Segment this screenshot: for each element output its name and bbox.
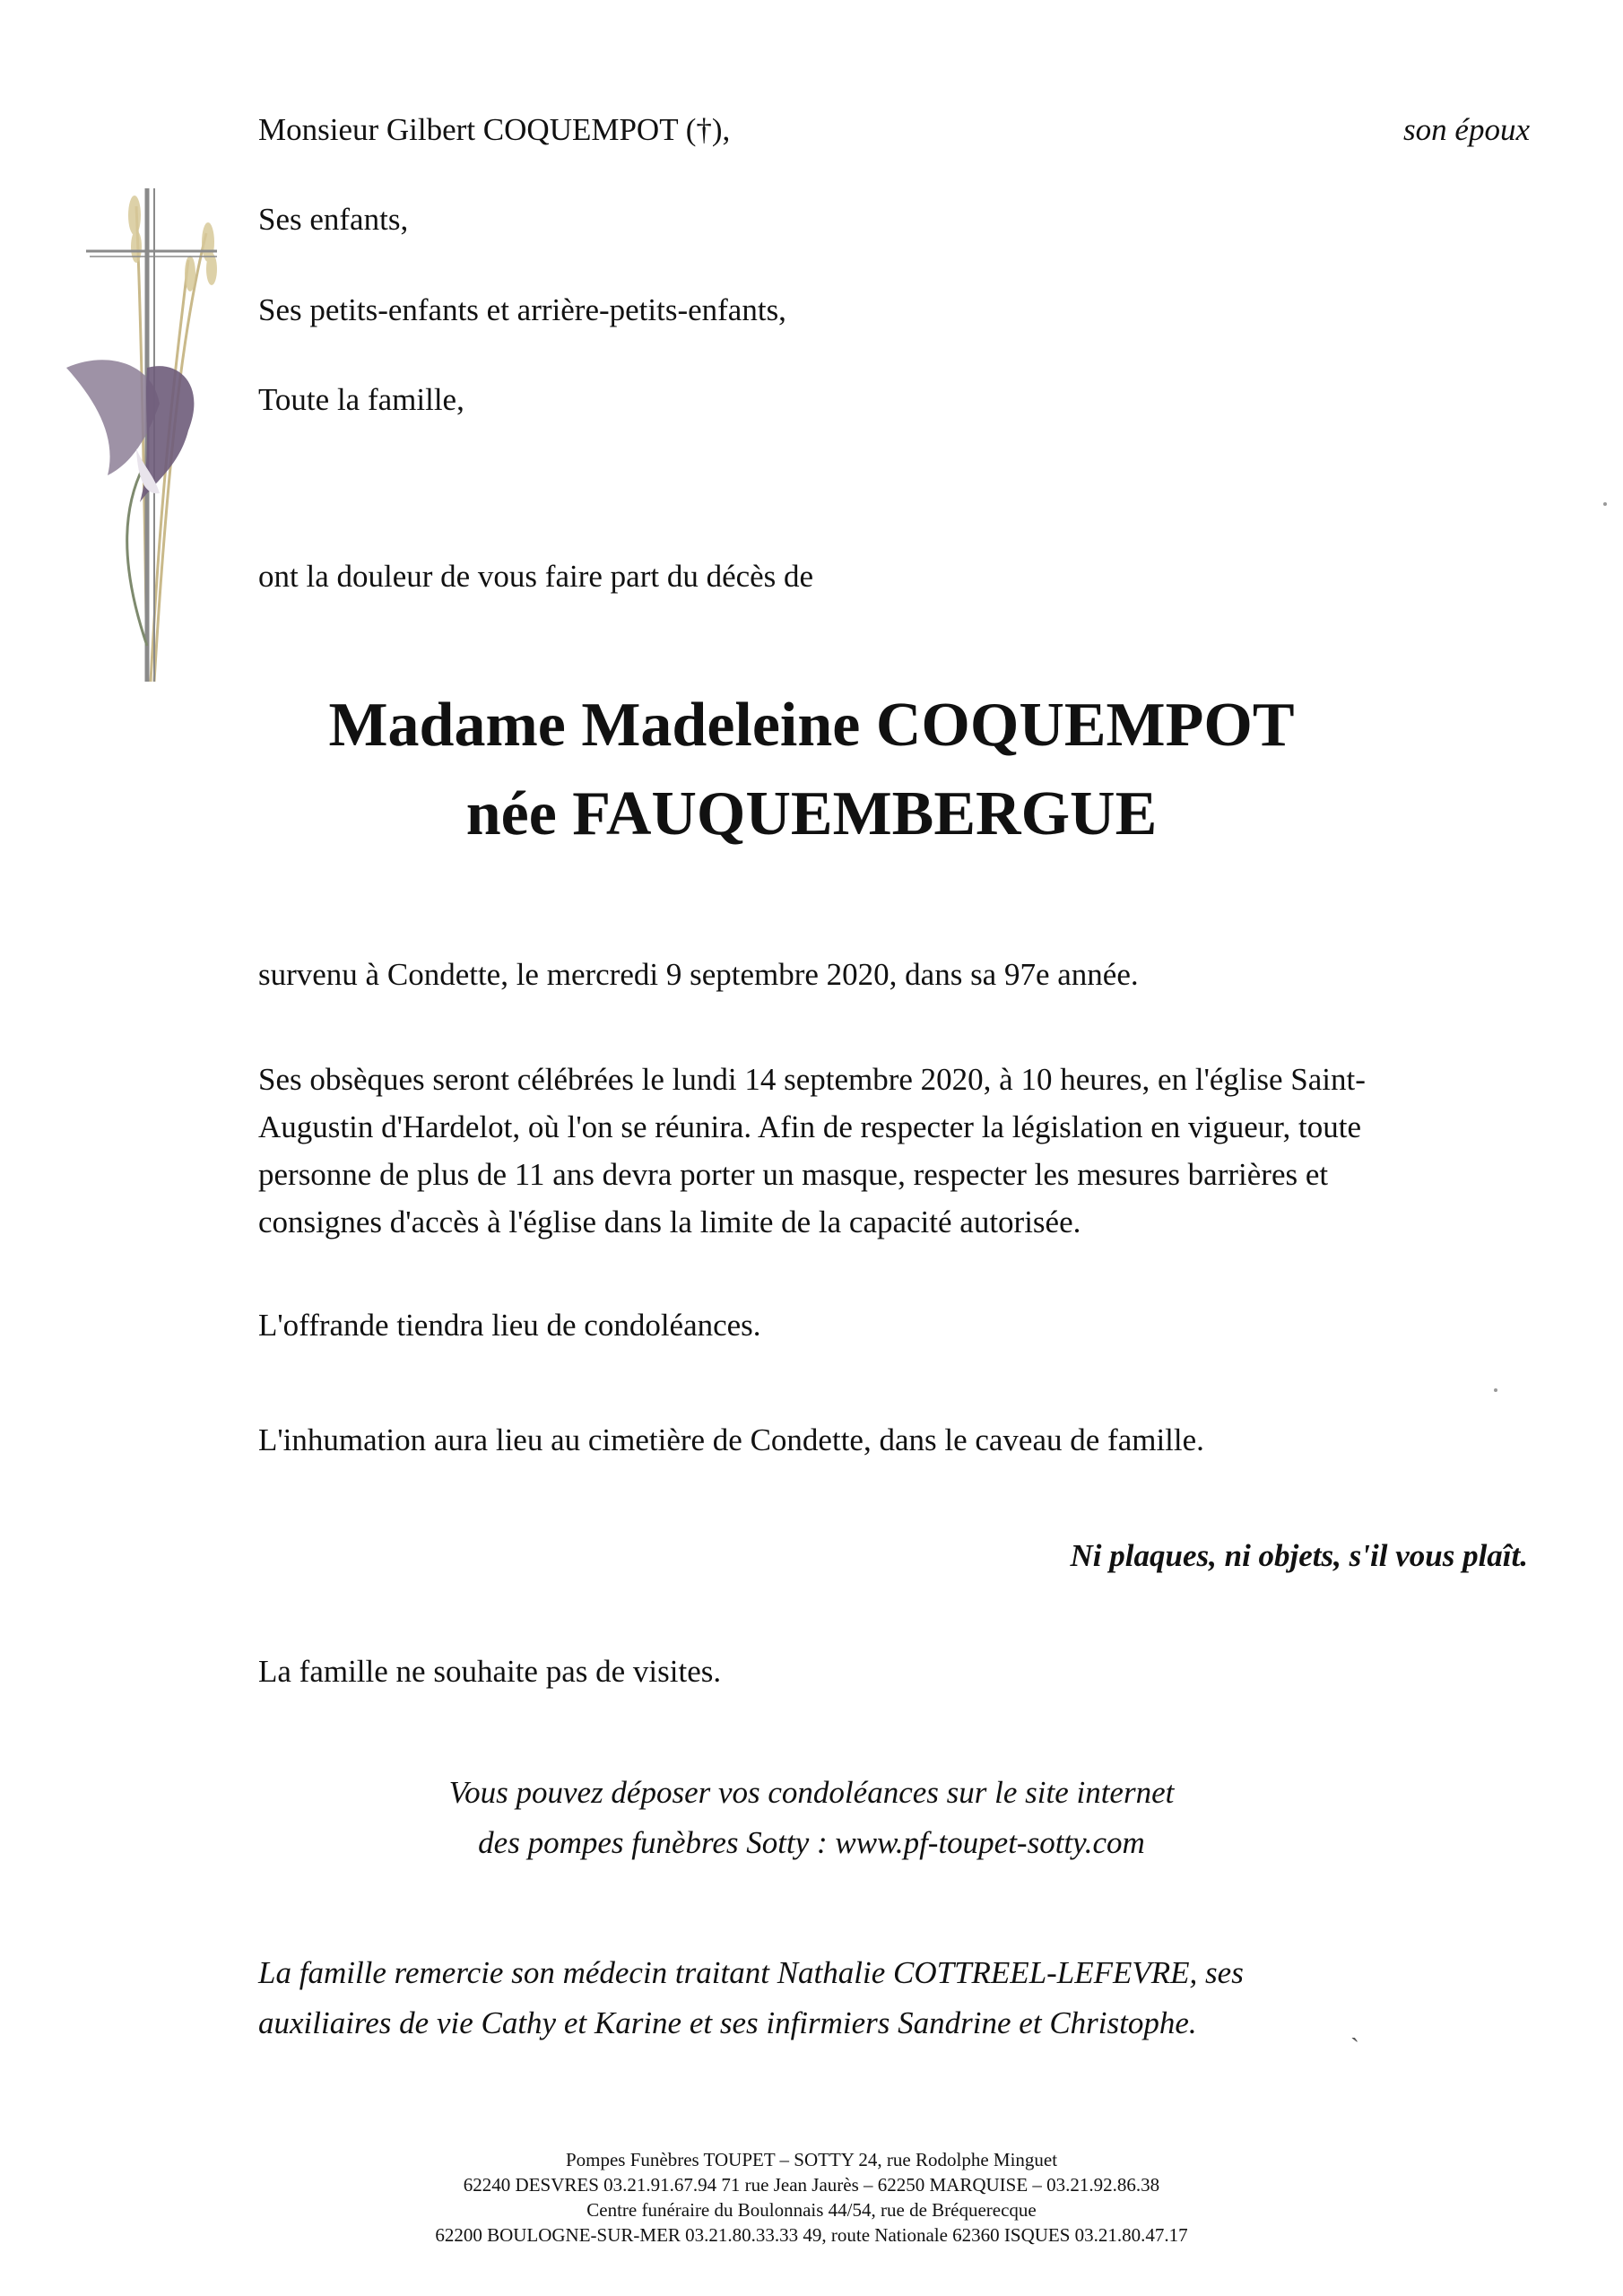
stray-mark: ˎ	[1350, 2013, 1359, 2042]
condolences-line: Vous pouvez déposer vos condoléances sur le site internet	[448, 1775, 1175, 1810]
thanks-line: La famille remercie son médecin traitant Nathalie COTTREEL-LEFEVRE, ses	[258, 1955, 1244, 1990]
announcement-text: ont la douleur de vous faire part du décès de	[258, 559, 814, 594]
funeral-home-footer	[0, 2147, 1623, 2248]
thanks-paragraph	[258, 1948, 1523, 2048]
funeral-line: personne de plus de 11 ans devra porter un masque, respecter les mesures barrières et	[258, 1157, 1329, 1192]
husband-name: Monsieur Gilbert COQUEMPOT (†),	[258, 112, 731, 147]
deceased-name: Madame Madeleine COQUEMPOT	[328, 691, 1295, 760]
condolences-note	[0, 1768, 1623, 1868]
funeral-line: Augustin d'Hardelot, où l'on se réunira. Afin de respecter la législation en vigueur, toute	[258, 1109, 1362, 1144]
burial-note: L'inhumation aura lieu au cimetière de Condette, dans le caveau de famille.	[258, 1422, 1204, 1457]
funeral-line: consignes d'accès à l'église dans la limite de la capacité autorisée.	[258, 1205, 1081, 1239]
husband-role: son époux	[1403, 112, 1530, 147]
calla-lily-icon	[66, 360, 194, 646]
whole-family-line: Toute la famille,	[258, 382, 464, 417]
footer-line: Centre funéraire du Boulonnais 44/54, rue de Bréquerecque	[586, 2199, 1037, 2221]
scan-speck	[1494, 1388, 1497, 1392]
condolences-link[interactable]: des pompes funèbres Sotty : www.pf-toupet-sotty.com	[478, 1825, 1145, 1860]
offering-note: L'offrande tiendra lieu de condoléances.	[258, 1308, 761, 1343]
funeral-paragraph	[258, 1056, 1523, 1246]
funeral-line: Ses obsèques seront célébrées le lundi 14 septembre 2020, à 10 heures, en l'église Saint-	[258, 1062, 1366, 1097]
scan-speck	[1603, 502, 1607, 506]
no-flowers-note: Ni plaques, ni objets, s'il vous plaît.	[1070, 1538, 1528, 1573]
deceased-maiden-name: née FAUQUEMBERGUE	[465, 779, 1158, 848]
cross-lily-illustration	[54, 179, 242, 700]
children-line: Ses enfants,	[258, 202, 409, 237]
no-visits-note: La famille ne souhaite pas de visites.	[258, 1654, 722, 1689]
grandchildren-line: Ses petits-enfants et arrière-petits-enfants,	[258, 292, 786, 327]
death-details: survenu à Condette, le mercredi 9 septembre 2020, dans sa 97e année.	[258, 957, 1139, 992]
footer-line: 62200 BOULOGNE-SUR-MER 03.21.80.33.33 49, route Nationale 62360 ISQUES 03.21.80.47.17	[435, 2224, 1188, 2246]
footer-line: 62240 DESVRES 03.21.91.67.94 71 rue Jean Jaurès – 62250 MARQUISE – 03.21.92.86.38	[463, 2174, 1160, 2196]
footer-line: Pompes Funèbres TOUPET – SOTTY 24, rue Rodolphe Minguet	[565, 2149, 1058, 2170]
thanks-line: auxiliaires de vie Cathy et Karine et ses infirmiers Sandrine et Christophe.	[258, 2005, 1197, 2040]
